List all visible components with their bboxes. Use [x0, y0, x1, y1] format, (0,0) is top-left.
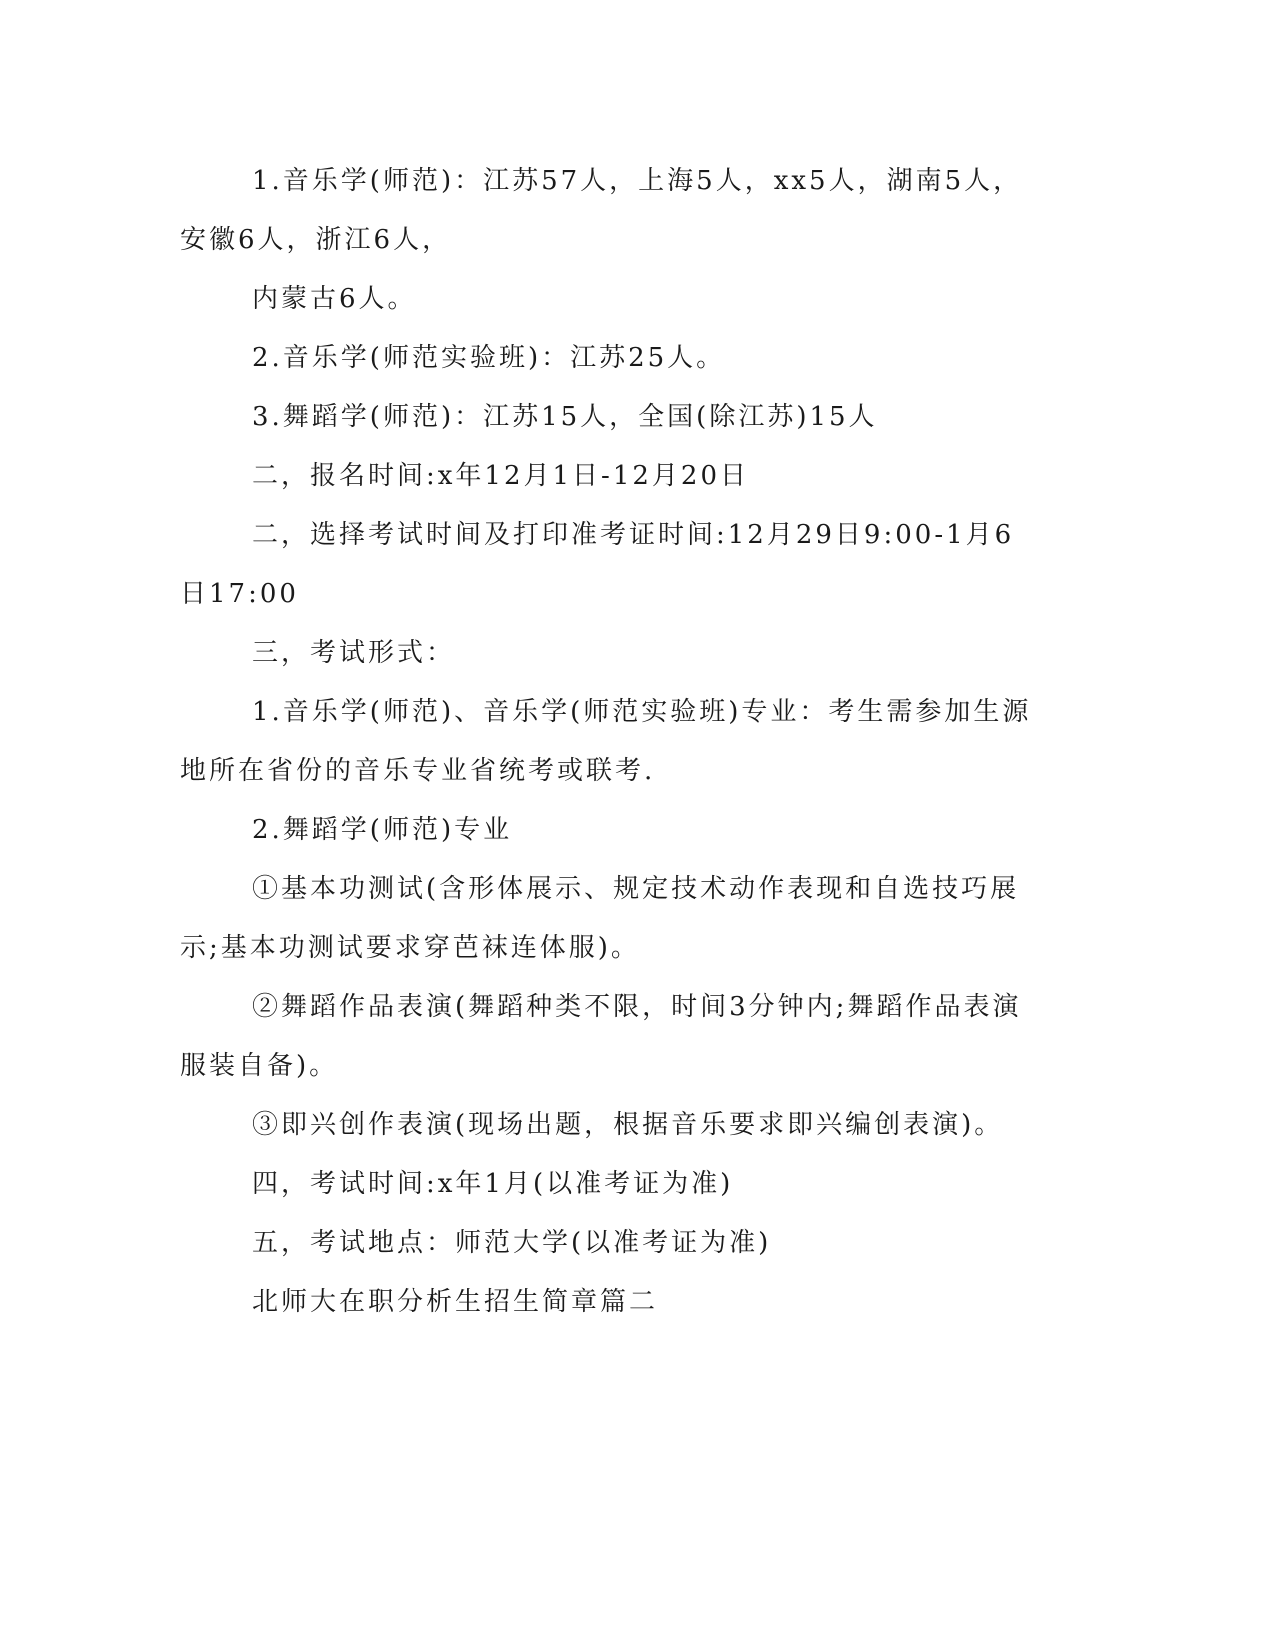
paragraph-dance-performance: ②舞蹈作品表演(舞蹈种类不限，时间3分钟内;舞蹈作品表演服装自备)。 — [180, 992, 1022, 1081]
paragraph-improvisation: ③即兴创作表演(现场出题，根据音乐要求即兴编创表演)。 — [252, 1110, 1004, 1140]
paragraph-inner-mongolia: 内蒙古6人。 — [252, 284, 417, 314]
paragraph-music-quota: 1.音乐学(师范)：江苏57人，上海5人，xx5人，湖南5人，安徽6人，浙江6人， — [180, 166, 1023, 255]
paragraph-exam-selection-time: 二，选择考试时间及打印准考证时间:12月29日9:00-1月6日17:00 — [180, 520, 1015, 609]
paragraph-dance-major: 2.舞蹈学(师范)专业 — [252, 815, 513, 845]
paragraph-registration-time: 二，报名时间:x年12月1日-12月20日 — [252, 461, 750, 491]
paragraph-music-experimental: 2.音乐学(师范实验班)：江苏25人。 — [252, 343, 726, 373]
paragraph-exam-format-heading: 三，考试形式： — [252, 638, 456, 668]
paragraph-exam-time: 四，考试时间:x年1月(以准考证为准) — [252, 1169, 734, 1199]
paragraph-exam-location: 五，考试地点：师范大学(以准考证为准) — [252, 1228, 772, 1258]
paragraph-music-exam-format: 1.音乐学(师范)、音乐学(师范实验班)专业：考生需参加生源地所在省份的音乐专业省统考或联考. — [180, 697, 1032, 786]
paragraph-basic-skills-test: ①基本功测试(含形体展示、规定技术动作表现和自选技巧展示;基本功测试要求穿芭袜连体服)。 — [180, 874, 1020, 963]
section-heading-part-two: 北师大在职分析生招生简章篇二 — [252, 1287, 659, 1317]
paragraph-dance-quota: 3.舞蹈学(师范)：江苏15人，全国(除江苏)15人 — [252, 402, 878, 432]
